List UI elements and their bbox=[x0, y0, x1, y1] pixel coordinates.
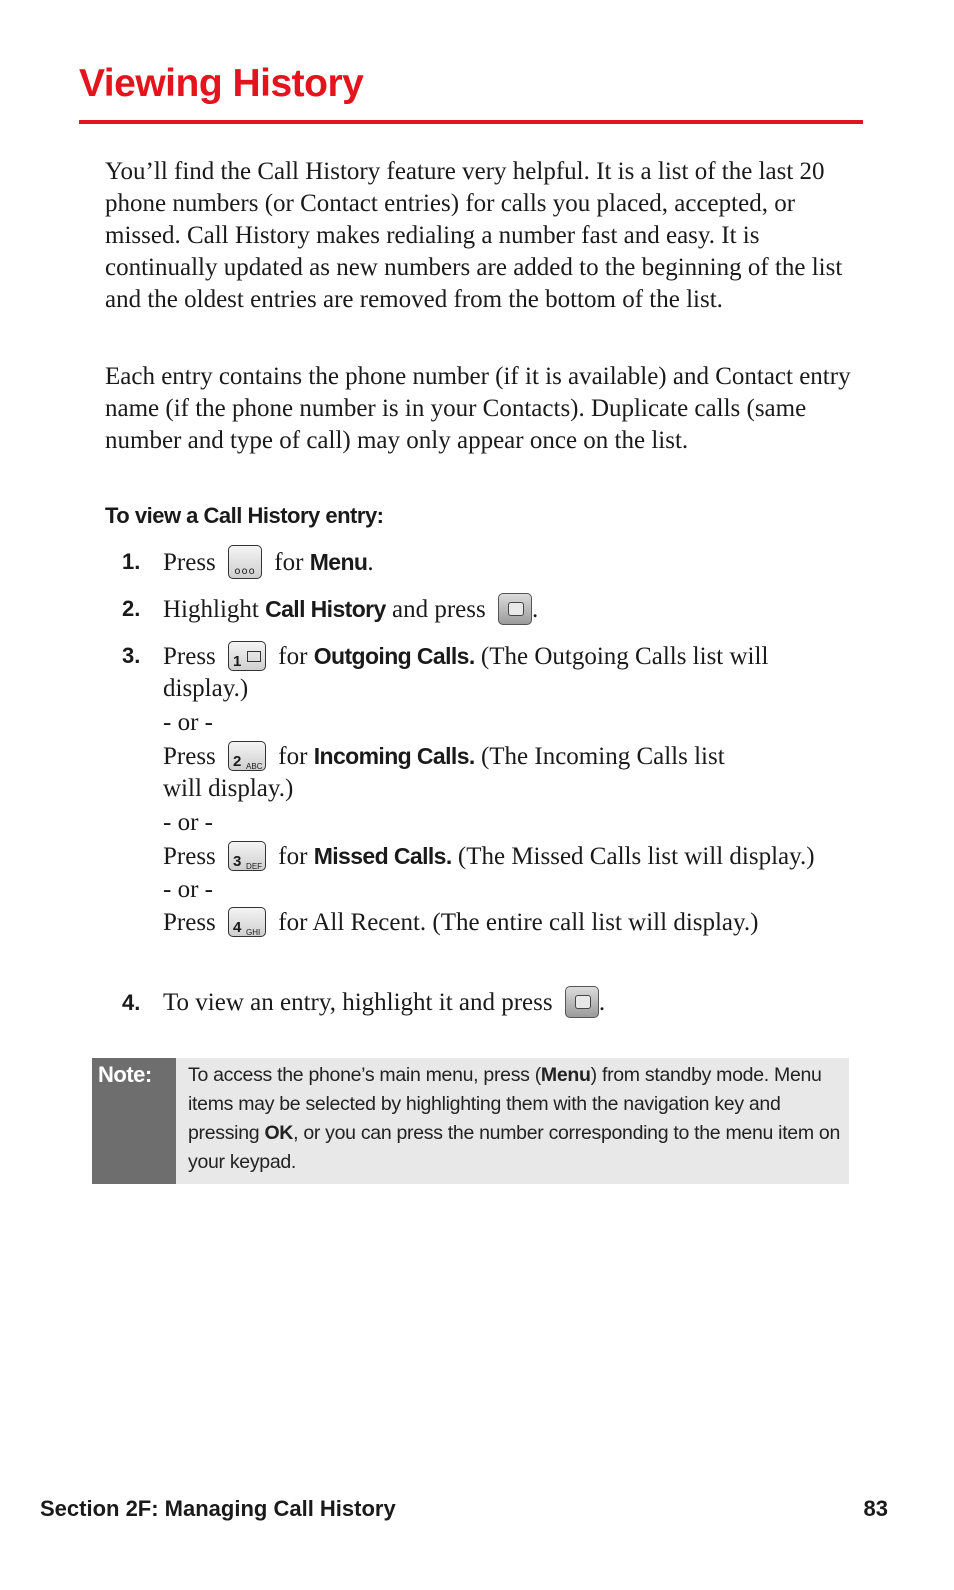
step-3-all-recent: Press 4 GHI for All Recent. (The entire call list will display.) bbox=[163, 909, 759, 938]
step-3-missed: Press 3 DEF for Missed Calls. (The Missed Calls list will display.) bbox=[163, 843, 815, 872]
step-text: for bbox=[274, 549, 304, 576]
incoming-calls-label: Incoming Calls. bbox=[313, 743, 475, 769]
ok-key-icon bbox=[498, 593, 532, 625]
title-rule bbox=[79, 120, 863, 124]
step-number-3: 3. bbox=[122, 643, 141, 668]
note-box bbox=[92, 1058, 849, 1184]
page-number: 83 bbox=[863, 1496, 888, 1521]
step-text: and press bbox=[391, 596, 486, 623]
note-label: Note: bbox=[92, 1058, 176, 1184]
ok-key-icon bbox=[565, 986, 599, 1018]
menu-key-icon: ooo bbox=[228, 545, 262, 579]
entry-paragraph: Each entry contains the phone number (if it is available) and Contact entry name (if the phone number is in your Contacts). Duplicate calls (same number and type of call) may only appear once on the list. bbox=[105, 363, 851, 454]
or-separator: - or - bbox=[163, 709, 213, 736]
step-1: Press ooo for Menu. bbox=[163, 546, 374, 581]
page-title: Viewing History bbox=[79, 62, 364, 105]
key-4-icon: 4 GHI bbox=[228, 907, 266, 937]
step-text: Press bbox=[163, 549, 216, 576]
step-2: Highlight Call History and press . bbox=[163, 593, 538, 627]
step-text: Highlight bbox=[163, 596, 259, 623]
key-2-icon: 2 ABC bbox=[228, 741, 266, 771]
step-3-outgoing: Press 1 for Outgoing Calls. (The Outgoing Calls list will bbox=[163, 643, 769, 671]
intro-paragraph: You’ll find the Call History feature very helpful. It is a list of the last 20 phone numbers (or Contact entries) for calls you placed, accepted, or missed. Call History makes redialing a number fast and easy. It is continually updated as new numbers are added to the beginning of the list and the oldest entries are removed from the bottom of the list. bbox=[105, 158, 843, 313]
step-number-4: 4. bbox=[122, 990, 141, 1015]
step-number-1: 1. bbox=[122, 549, 141, 574]
note-text: To access the phone’s main menu, press (Menu) from standby mode. Menu items may be selected by highlighting them with the navigation key and pressing OK, or you can press the number corresponding to the menu item on your keypad. bbox=[188, 1064, 841, 1173]
step-3-continued: display.) bbox=[163, 675, 249, 702]
footer-section-title: Section 2F: Managing Call History bbox=[40, 1496, 396, 1521]
call-history-label: Call History bbox=[265, 596, 386, 622]
step-3-incoming-continued: will display.) bbox=[163, 775, 294, 802]
missed-calls-label: Missed Calls. bbox=[313, 843, 452, 869]
menu-label: Menu bbox=[309, 549, 368, 575]
or-separator: - or - bbox=[163, 876, 213, 903]
step-4: To view an entry, highlight it and press . bbox=[163, 987, 605, 1020]
step-3-incoming: Press 2 ABC for Incoming Calls. (The Incoming Calls list bbox=[163, 743, 725, 772]
key-1-icon: 1 bbox=[228, 641, 266, 671]
outgoing-calls-label: Outgoing Calls. bbox=[313, 643, 475, 669]
step-number-2: 2. bbox=[122, 596, 141, 621]
key-3-icon: 3 DEF bbox=[228, 841, 266, 871]
procedure-heading: To view a Call History entry: bbox=[105, 503, 384, 528]
or-separator: - or - bbox=[163, 809, 213, 836]
